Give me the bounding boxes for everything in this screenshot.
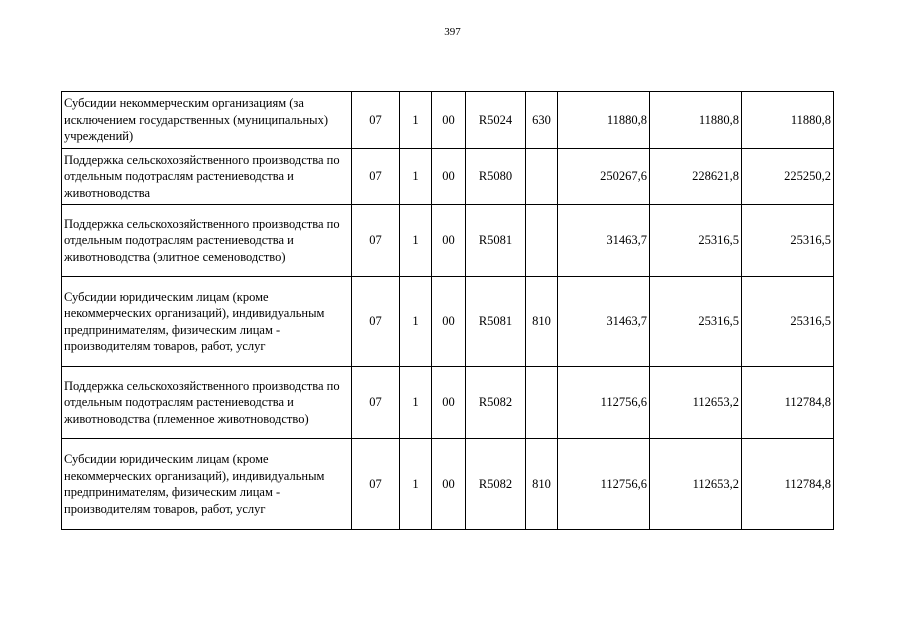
row-value-1: 112756,6 — [558, 367, 650, 439]
row-value-1: 31463,7 — [558, 277, 650, 367]
row-value-1: 250267,6 — [558, 149, 650, 205]
row-target-code: R5082 — [466, 439, 526, 530]
page-number: 397 — [444, 26, 461, 38]
row-value-3: 112784,8 — [742, 367, 834, 439]
row-expense-type: 810 — [526, 277, 558, 367]
row-target-code: R5024 — [466, 92, 526, 149]
row-section: 07 — [352, 149, 400, 205]
row-value-2: 228621,8 — [650, 149, 742, 205]
row-expense-type — [526, 367, 558, 439]
row-subprogram: 00 — [432, 205, 466, 277]
row-section: 07 — [352, 205, 400, 277]
row-subprogram: 00 — [432, 367, 466, 439]
row-subprogram: 00 — [432, 277, 466, 367]
row-expense-type — [526, 149, 558, 205]
budget-table — [61, 91, 834, 530]
row-name: Субсидии некоммерческим организациям (за исключением государственных (муниципальных) учреждений) — [62, 92, 352, 149]
row-name: Субсидии юридическим лицам (кроме некоммерческих организаций), индивидуальным предпринимателям, физическим лицам - производителям товаров, работ, услуг — [62, 439, 352, 530]
row-section: 07 — [352, 367, 400, 439]
row-subprogram: 00 — [432, 92, 466, 149]
row-value-1: 31463,7 — [558, 205, 650, 277]
row-expense-type — [526, 205, 558, 277]
row-subsection: 1 — [400, 92, 432, 149]
row-subsection: 1 — [400, 205, 432, 277]
row-name: Поддержка сельскохозяйственного производства по отдельным подотраслям растениеводства и животноводства (племенное животноводство) — [62, 367, 352, 439]
table-row — [62, 149, 834, 205]
row-target-code: R5080 — [466, 149, 526, 205]
table-row — [62, 367, 834, 439]
row-expense-type: 810 — [526, 439, 558, 530]
row-value-1: 11880,8 — [558, 92, 650, 149]
row-value-2: 112653,2 — [650, 367, 742, 439]
row-value-3: 25316,5 — [742, 277, 834, 367]
table-row — [62, 92, 834, 149]
row-value-2: 112653,2 — [650, 439, 742, 530]
row-section: 07 — [352, 439, 400, 530]
table-row — [62, 277, 834, 367]
row-subprogram: 00 — [432, 439, 466, 530]
row-target-code: R5081 — [466, 205, 526, 277]
row-subsection: 1 — [400, 367, 432, 439]
row-value-3: 11880,8 — [742, 92, 834, 149]
row-name: Поддержка сельскохозяйственного производства по отдельным подотраслям растениеводства и животноводства — [62, 149, 352, 205]
row-name: Поддержка сельскохозяйственного производства по отдельным подотраслям растениеводства и животноводства (элитное семеноводство) — [62, 205, 352, 277]
row-value-1: 112756,6 — [558, 439, 650, 530]
row-value-2: 25316,5 — [650, 205, 742, 277]
table-row — [62, 205, 834, 277]
row-subsection: 1 — [400, 439, 432, 530]
row-name: Субсидии юридическим лицам (кроме некоммерческих организаций), индивидуальным предпринимателям, физическим лицам - производителям товаров, работ, услуг — [62, 277, 352, 367]
row-value-3: 225250,2 — [742, 149, 834, 205]
row-value-3: 25316,5 — [742, 205, 834, 277]
row-value-3: 112784,8 — [742, 439, 834, 530]
table-row — [62, 439, 834, 530]
row-subprogram: 00 — [432, 149, 466, 205]
row-value-2: 25316,5 — [650, 277, 742, 367]
row-target-code: R5082 — [466, 367, 526, 439]
row-subsection: 1 — [400, 149, 432, 205]
row-expense-type: 630 — [526, 92, 558, 149]
row-target-code: R5081 — [466, 277, 526, 367]
row-section: 07 — [352, 277, 400, 367]
row-subsection: 1 — [400, 277, 432, 367]
row-section: 07 — [352, 92, 400, 149]
row-value-2: 11880,8 — [650, 92, 742, 149]
